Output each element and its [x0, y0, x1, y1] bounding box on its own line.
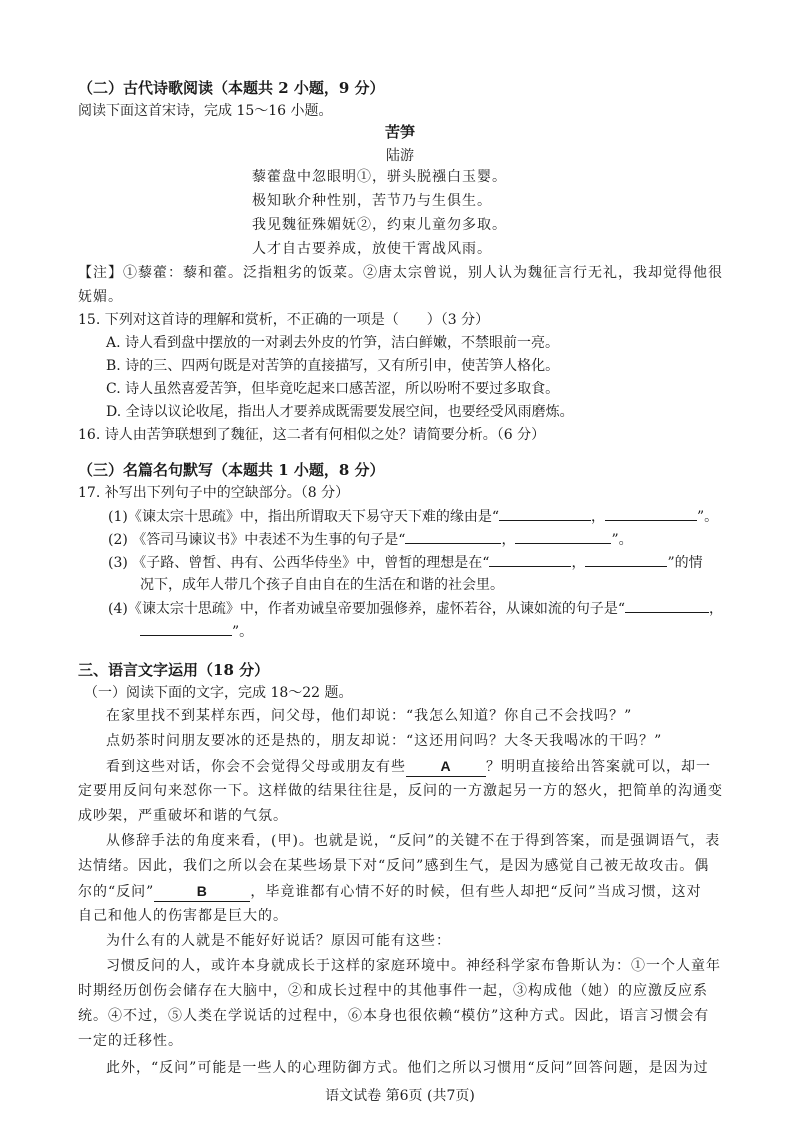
question-15: 15. 下列对这首诗的理解和赏析，不正确的一项是（ ）（3 分）	[78, 312, 490, 328]
answer-blank[interactable]	[605, 506, 697, 521]
q17-item-4-close: ”。	[232, 624, 254, 640]
passage-p6-line-3: 统。④不过，⑤人类在学说话的过程中，⑥本身也很依赖“模仿”这种方式。因此，语言习惯会有	[78, 1008, 710, 1024]
q17-item-1-close: ”。	[697, 509, 719, 525]
passage-p6-line-1: 习惯反问的人，或许本身就成长于这样的家庭环境中。神经科学家布鲁斯认为：①一个人童年	[106, 958, 721, 974]
answer-blank[interactable]	[140, 621, 232, 636]
q17-item-1	[108, 506, 718, 527]
q17-item-2-text: (2) 《答司马谏议书》中表述不为生事的句子是“	[108, 532, 406, 548]
q17-item-3-close: ”的情	[667, 555, 703, 571]
answer-blank[interactable]	[489, 552, 571, 567]
passage-p5: 为什么有的人就是不能好好说话？原因可能有这些：	[106, 933, 451, 949]
q17-item-4	[108, 598, 723, 619]
poem-line-3: 我见魏征殊媚妩②，约束儿童勿多取。	[252, 217, 507, 233]
passage-line-1: 在家里找不到某样东西，问父母，他们却说：“我怎么知道？你自己不会找吗？”	[106, 708, 633, 724]
passage-p3-line-3: 成吵架，严重破坏和谐的气氛。	[78, 808, 288, 824]
passage-p6-line-2: 时期经历创伤会储存在大脑中，②和成长过程中的其他事件一起，③构成他（她）的应激反应系	[78, 983, 708, 999]
answer-blank[interactable]	[405, 529, 501, 544]
passage-p4-line-2: 达情绪。因此，我们之所以会在某些场景下对“反问”感到生气，是因为感觉自己被无故攻击。偶	[78, 858, 710, 874]
passage-p3-text-cont: ？明明直接给出答案就可以，却一	[486, 759, 711, 775]
q17-item-1-text: (1)《谏太宗十思疏》中，指出所谓取天下易守天下难的缘由是“	[108, 509, 499, 525]
q15-option-a: A. 诗人看到盘中摆放的一对剥去外皮的竹笋，洁白鲜嫩，不禁眼前一亮。	[106, 335, 560, 351]
part3-intro: （一）阅读下面的文字，完成 18～22 题。	[84, 685, 353, 701]
passage-p3-text: 看到这些对话，你会不会觉得父母或朋友有些	[106, 759, 406, 775]
part-heading-language-use: 三、语言文字运用（18 分）	[78, 661, 270, 679]
passage-p4-text-cont: ，毕竟谁都有心情不好的时候，但有些人却把“反问”当成习惯，这对	[250, 884, 702, 900]
q17-item-3	[108, 552, 703, 573]
passage-p7-line-1: 此外，“反问”可能是一些人的心理防御方式。他们之所以习惯用“反问”回答问题，是因为过	[106, 1060, 709, 1076]
poem-title: 苦笋	[384, 123, 415, 141]
question-16: 16. 诗人由苦笋联想到了魏征，这二者有何相似之处？请简要分析。（6 分）	[78, 427, 546, 443]
passage-p4-line-1: 从修辞手法的角度来看，(甲)。也就是说，“反问”的关键不在于得到答案，而是强调语气，表	[106, 833, 721, 849]
poem-author: 陆游	[386, 148, 414, 164]
passage-line-2: 点奶茶时问朋友要冰的还是热的，朋友却说：“这还用问吗？大冬天我喝冰的干吗？”	[106, 733, 663, 749]
passage-p4-line-3	[78, 881, 702, 902]
poem-line-1: 藜藿盘中忽眼明①，骈头脱襁白玉婴。	[252, 169, 507, 185]
answer-blank[interactable]	[515, 529, 611, 544]
q15-option-c: C. 诗人虽然喜爱苦笋，但毕竟吃起来口感苦涩，所以吩咐不要过多取食。	[106, 381, 560, 397]
section-heading-recitation: （三）名篇名句默写（本题共 1 小题，8 分）	[78, 461, 385, 479]
q15-option-b: B. 诗的三、四两句既是对苦笋的直接描写，又有所引申，使苦笋人格化。	[106, 358, 560, 374]
passage-p3-line-2: 定要用反问句来怼你一下。这样做的结果往往是，反问的一方激起另一方的怒火，把简单的沟通变	[78, 783, 723, 799]
q17-item-2-close: ”。	[611, 532, 633, 548]
answer-blank[interactable]	[585, 552, 667, 567]
poem-line-4: 人才自古要养成，放使干霄战风雨。	[252, 241, 492, 257]
q17-item-2	[108, 529, 633, 550]
blank-a[interactable]: A	[406, 756, 486, 777]
answer-blank[interactable]	[499, 506, 591, 521]
passage-p4-line-4: 自己和他人的伤害都是巨大的。	[78, 908, 288, 924]
passage-p4-text: 尔的“反问”	[78, 884, 155, 900]
passage-p3-line-1	[106, 756, 711, 777]
poem-line-2: 极知耿介种性别，苦节乃与生俱生。	[252, 193, 492, 209]
q15-option-d: D. 全诗以议论收尾，指出人才要养成既需要发展空间，也要经受风雨磨炼。	[106, 404, 574, 420]
blank-b[interactable]: B	[154, 881, 250, 902]
q17-item-1-separator: ，	[591, 509, 605, 525]
poetry-intro: 阅读下面这首宋诗，完成 15～16 小题。	[78, 103, 333, 119]
poem-note-line-1: 【注】①藜藿：藜和藿。泛指粗劣的饭菜。②唐太宗曾说，别人认为魏征言行无礼，我却觉得他很	[78, 265, 723, 281]
section-heading-poetry: （二）古代诗歌阅读（本题共 2 小题，9 分）	[78, 79, 385, 97]
q17-item-3-line-2: 况下，成年人带几个孩子自由自在的生活在和谐的社会里。	[140, 577, 504, 593]
poem-note-line-2: 妩媚。	[78, 289, 123, 305]
page-footer: 语文试卷 第6页 (共7页)	[325, 1088, 475, 1104]
q17-item-3-separator: ，	[571, 555, 586, 571]
q17-item-2-separator: ，	[501, 532, 516, 548]
question-17: 17. 补写出下列句子中的空缺部分。（8 分）	[78, 485, 350, 501]
passage-p6-line-4: 一定的迁移性。	[78, 1033, 183, 1049]
answer-blank[interactable]	[625, 598, 709, 613]
q17-item-4-line-2	[140, 621, 253, 642]
q17-item-3-text: (3) 《子路、曾皙、冉有、公西华侍坐》中，曾皙的理想是在“	[108, 555, 490, 571]
q17-item-4-text: (4)《谏太宗十思疏》中，作者劝诫皇帝要加强修养，虚怀若谷，从谏如流的句子是“	[108, 601, 625, 617]
q17-item-4-separator: ，	[709, 601, 723, 617]
